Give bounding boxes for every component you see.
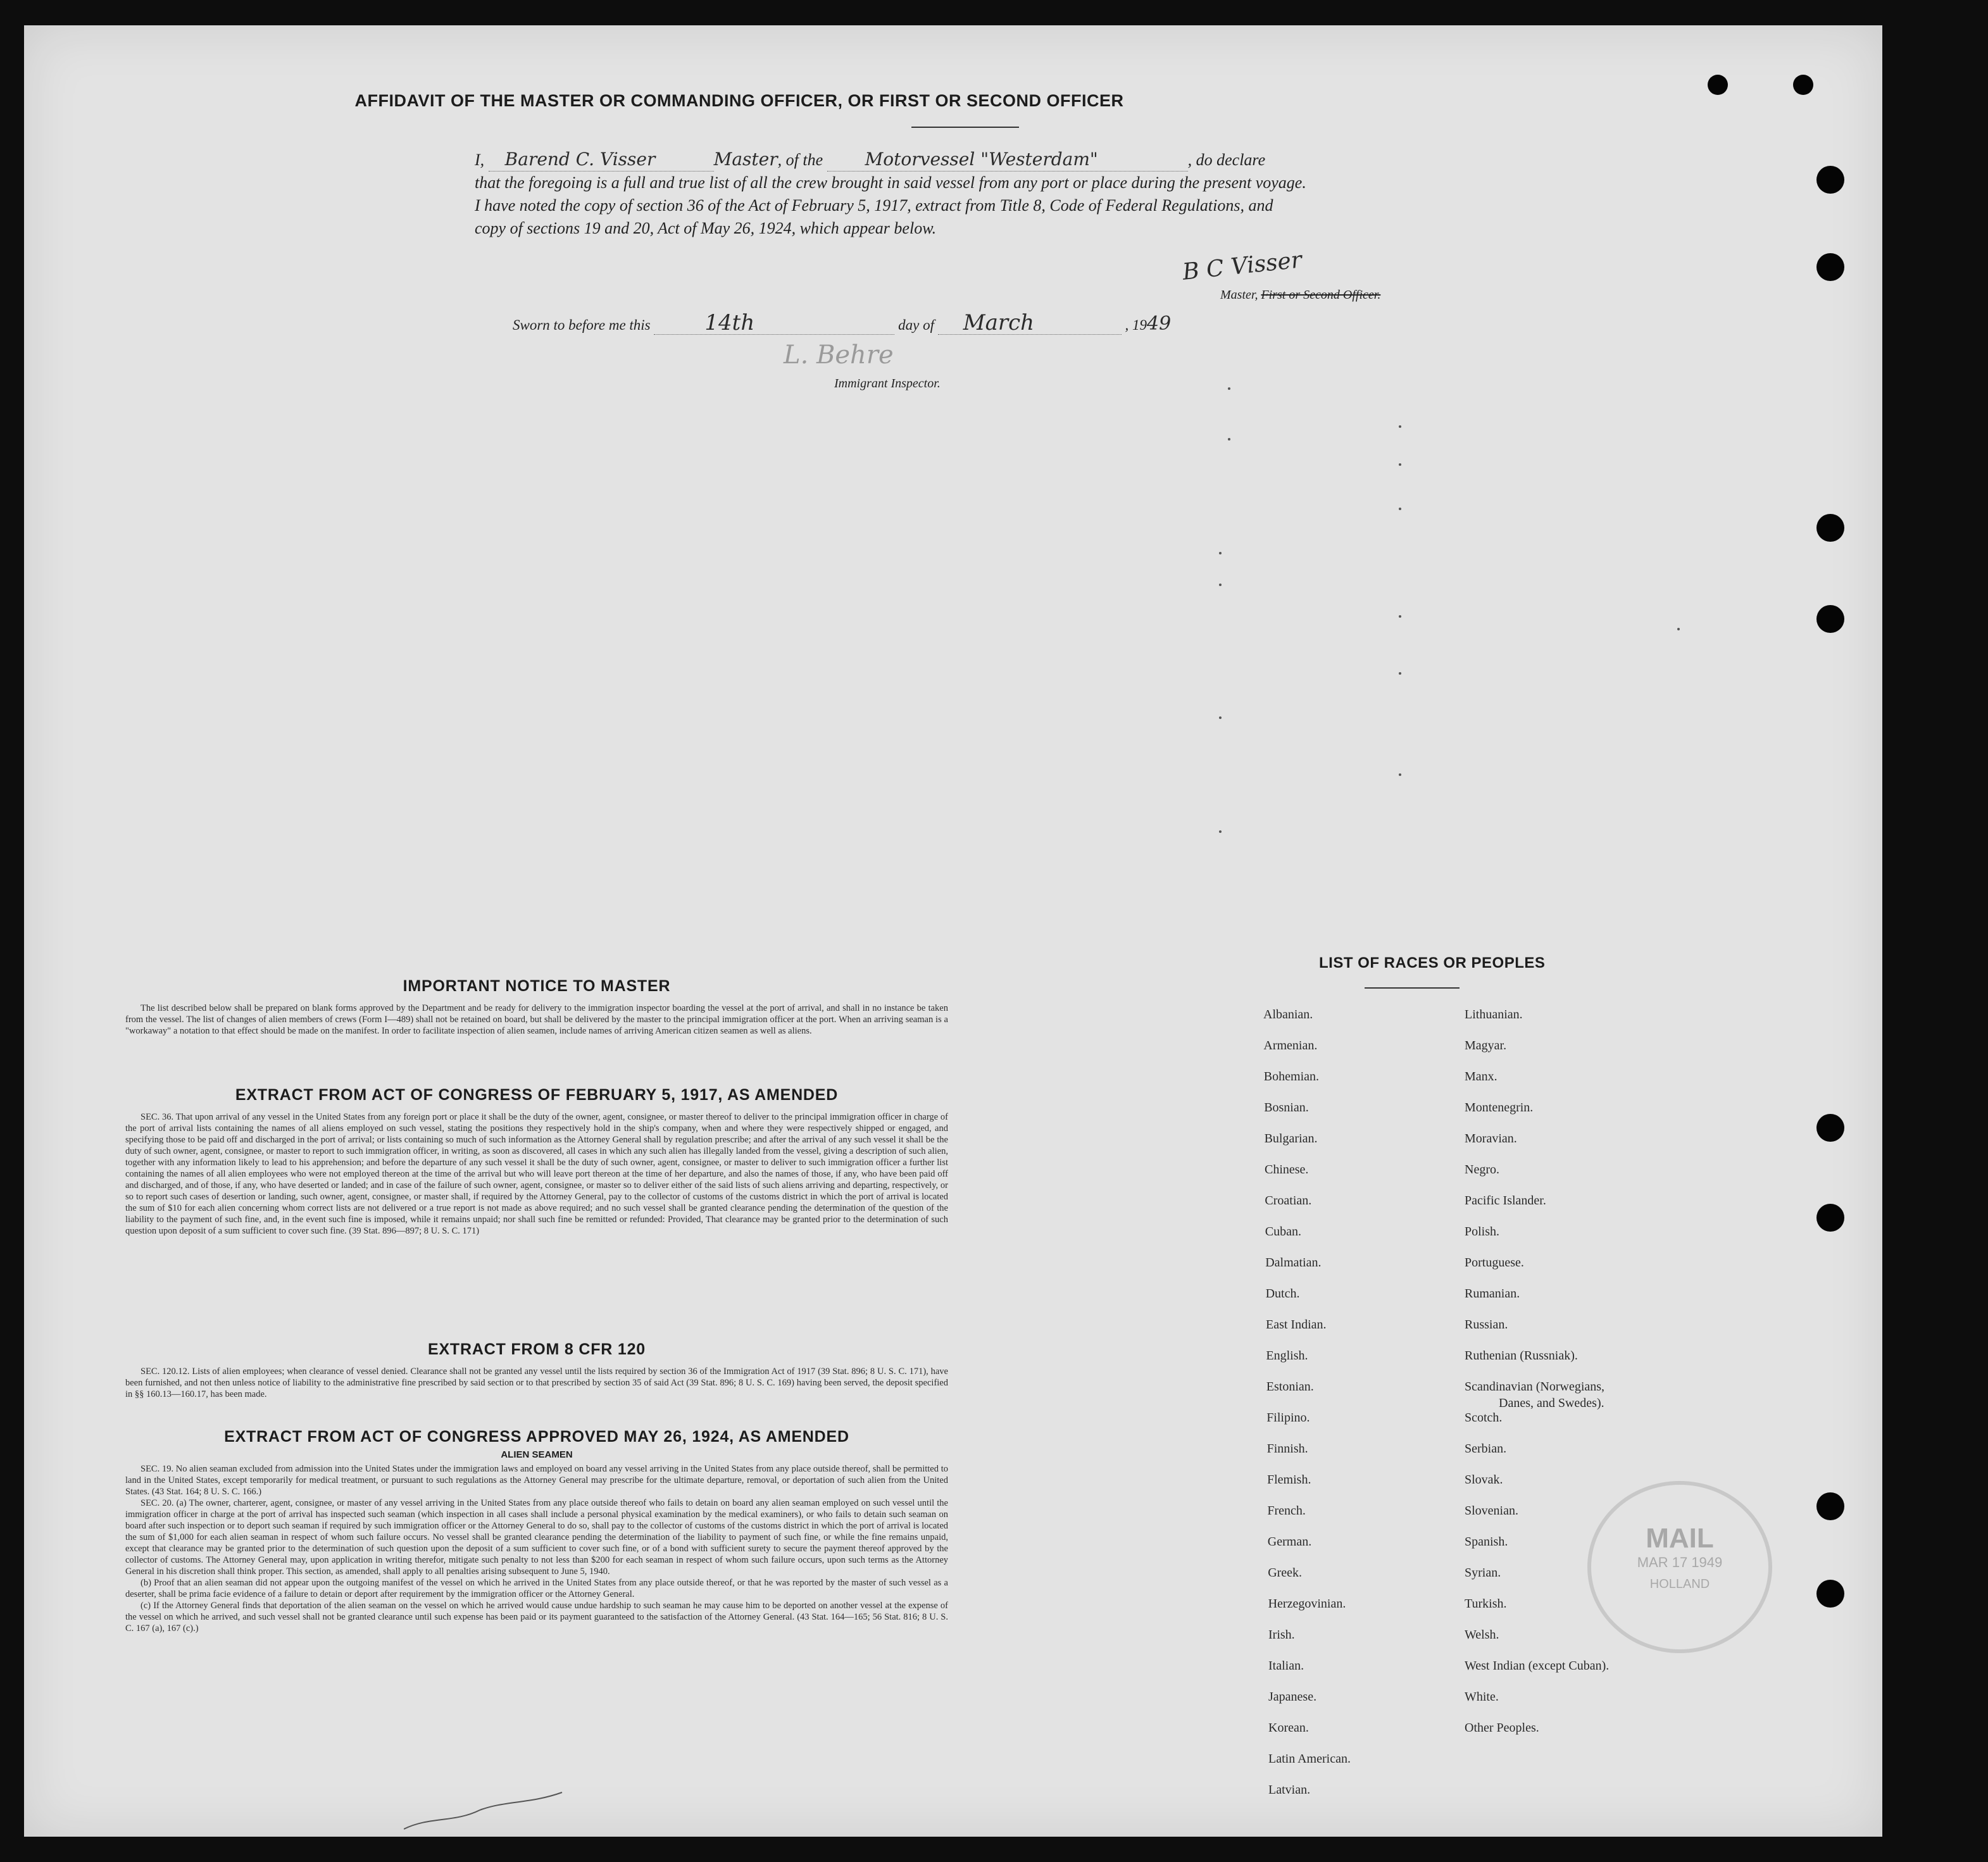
title-underline (911, 127, 1019, 128)
punch-hole-icon (1708, 75, 1728, 95)
extract-1924-title: EXTRACT FROM ACT OF CONGRESS APPROVED MAY 26, 1924, AS AMENDED (224, 1428, 849, 1446)
stray-mark (1399, 615, 1401, 618)
race-item: Rumanian. (1465, 1287, 1520, 1301)
vessel-name: Motorvessel "Westerdam" (827, 148, 1188, 172)
race-item: Magyar. (1465, 1039, 1507, 1053)
punch-hole-icon (1816, 1492, 1844, 1520)
race-item: Other Peoples. (1465, 1721, 1539, 1735)
declaration-line-4: copy of sections 19 and 20, Act of May 26, 1924, which appear below. (475, 219, 937, 237)
race-item: Herzegovinian. (1268, 1597, 1346, 1611)
race-item: West Indian (except Cuban). (1465, 1659, 1610, 1673)
race-item: Japanese. (1268, 1690, 1317, 1704)
sworn-line (513, 311, 1399, 337)
race-item: Portuguese. (1465, 1256, 1524, 1270)
year-prefix: , 19 (1125, 317, 1147, 333)
stray-mark (1219, 830, 1222, 833)
master-signature: B C Visser (1181, 247, 1303, 285)
tear-mark (404, 1791, 568, 1835)
race-item: Scotch. (1465, 1411, 1503, 1425)
inspector-signature: L. Behre (784, 341, 894, 370)
do-declare-text: , do declare (1187, 151, 1266, 169)
race-item: Latin American. (1268, 1752, 1351, 1766)
extract-cfr-title: EXTRACT FROM 8 CFR 120 (427, 1340, 646, 1358)
race-item: Bulgarian. (1264, 1132, 1318, 1146)
mail-stamp (1587, 1481, 1772, 1653)
stray-mark (1399, 425, 1401, 428)
race-item: Dalmatian. (1265, 1256, 1322, 1270)
declaration-prefix: I, (475, 151, 485, 169)
sec-20c-paragraph: (c) If the Attorney General finds that deportation of the alien seaman on the vessel on which he arrived would cause undue hardship to such seaman he may cause him to be deported on another vessel at the expense of the vessel on which he arrived, and such vessel shall not be granted clearance until such expense has been paid or its payment guaranteed to the satisfaction of the Attorney General. (43 Stat. 164—165; 56 Stat. 816; 8 U. S. C. 167 (a), 167 (c).) (125, 1601, 948, 1634)
stray-mark (1399, 508, 1401, 510)
declaration-line-3: I have noted the copy of section 36 of the Act of February 5, 1917, extract from Title 8, Code of Federal Regulations, and (475, 196, 1273, 215)
sworn-month: March (938, 311, 1122, 335)
punch-hole-icon (1816, 166, 1844, 194)
race-item: Spanish. (1465, 1535, 1508, 1549)
stray-mark (1228, 438, 1230, 441)
race-item: Bosnian. (1264, 1101, 1309, 1115)
punch-hole-icon (1816, 605, 1844, 633)
punch-hole-icon (1793, 75, 1813, 95)
race-item: French. (1267, 1504, 1306, 1518)
sec-19-paragraph: SEC. 19. No alien seaman excluded from admission into the United States under the immigration laws and employed on board any vessel arriving in the United States from any place outside thereof, shall be permitted to land in the United States, except temporarily for medical treatment, or pursuant to such regulations as the Attorney General may prescribe for the ultimate departure, removal, or deportation of such alien from the United States. (43 Stat. 164; 8 U. S. C. 166.) (125, 1464, 948, 1497)
punch-hole-icon (1816, 1204, 1844, 1232)
race-item: Cuban. (1265, 1225, 1302, 1239)
race-item: Moravian. (1465, 1132, 1517, 1146)
race-item: Syrian. (1465, 1566, 1501, 1580)
stray-mark (1219, 552, 1222, 554)
inspector-label: Immigrant Inspector. (834, 377, 941, 391)
race-item: Turkish. (1465, 1597, 1507, 1611)
stamp-line-2: MAR 17 1949 (1637, 1554, 1723, 1570)
of-the-text: , of the (777, 151, 823, 169)
extract-1917-text (125, 1111, 948, 1237)
race-item: East Indian. (1266, 1318, 1327, 1332)
punch-hole-icon (1816, 1580, 1844, 1608)
race-item: Serbian. (1465, 1442, 1507, 1456)
stamp-line-1: MAIL (1646, 1523, 1714, 1554)
race-item: Croatian. (1265, 1194, 1312, 1208)
race-item: Filipino. (1266, 1411, 1310, 1425)
race-item: Dutch. (1265, 1287, 1300, 1301)
extract-1917-paragraph: SEC. 36. That upon arrival of any vessel in the United States from any foreign port or place it shall be the duty of the owner, agent, consignee, or master thereof to deliver to the principal immigration officer in charge of the port of arrival lists containing the names of all aliens employed on such vessel, stating the positions they respectively hold in the ship's company, when and where they were respectively shipped or engaged, and specifying those to be paid off and discharged in the port of arrival; or lists containing so much of such information as the Attorney General shall by regulation prescribe; and after the arrival of any such vessel it shall be the duty of such owner, agent, consignee, or master to report to such immigration officer, in writing, as soon as discovered, all cases in which any such alien has illegally landed from the vessel, giving a description of such alien, together with any information likely to lead to his apprehension; and before the departure of any such vessel it shall be the duty of such owner, agent, consignee, or master to deliver to such immigration officer a further list containing the names of all alien employees who were not employed thereon at the time of the arrival but who will leave port thereon at the time of her departure, and also the names of those, if any, who have been paid off and discharged, and of those, if any, who have deserted or landed; and in case of the failure of such owner, agent, consignee, or master so to deliver either of the said lists of such aliens arriving and departing, respectively, or so to report such cases of desertion or landing, such owner, agent, consignee, or master shall, if required by the Attorney General, pay to the collector of customs of the customs district in which the port of arrival is located the sum of $10 for each alien concerning whom correct lists are not delivered or a true report is not made as above required; and no such vessel shall be granted clearance pending the determination of the question of the liability to the payment of such fine, and, in the event such fine is imposed, while it remains unpaid; nor shall such fine be remitted or refunded: Provided, That clearance may be granted prior to the determination of such question upon deposit of a sum sufficient to cover such fine. (39 Stat. 896—897; 8 U. S. C. 171) (125, 1112, 948, 1236)
notice-text (125, 1003, 948, 1037)
page-title: AFFIDAVIT OF THE MASTER OR COMMANDING OFFICER, OR FIRST OR SECOND OFFICER (354, 91, 1124, 110)
race-item: English. (1266, 1349, 1308, 1363)
stray-mark (1677, 628, 1680, 630)
stray-mark (1399, 463, 1401, 466)
race-item: Armenian. (1263, 1039, 1318, 1053)
declaration-line-2: that the foregoing is a full and true list of all the crew brought in said vessel from any port or place during the present voyage. (475, 173, 1306, 192)
race-item: Italian. (1268, 1659, 1304, 1673)
race-item: Negro. (1465, 1163, 1499, 1177)
race-item: Polish. (1465, 1225, 1500, 1239)
races-title-underline (1365, 987, 1460, 989)
race-item: White. (1465, 1690, 1499, 1704)
race-item: Welsh. (1465, 1628, 1499, 1642)
race-item: Irish. (1268, 1628, 1295, 1642)
extract-1917-title: EXTRACT FROM ACT OF CONGRESS OF FEBRUARY 5, 1917, AS AMENDED (235, 1086, 839, 1104)
punch-hole-icon (1816, 253, 1844, 281)
notice-title: IMPORTANT NOTICE TO MASTER (403, 977, 671, 995)
stray-mark (1219, 584, 1222, 586)
day-of-text: day of (898, 317, 934, 333)
stray-mark (1228, 387, 1230, 390)
race-item: Slovak. (1465, 1473, 1503, 1487)
race-item: Chinese. (1265, 1163, 1309, 1177)
race-item: Russian. (1465, 1318, 1508, 1332)
race-item: Flemish. (1267, 1473, 1311, 1487)
struck-officer-label: First or Second Officer. (1261, 288, 1381, 302)
races-title: LIST OF RACES OR PEOPLES (1319, 954, 1546, 972)
race-item: Danes, and Swedes). (1499, 1396, 1604, 1410)
extract-1924-text (125, 1463, 948, 1634)
sworn-prefix: Sworn to before me this (513, 317, 651, 333)
declaration-line-1 (475, 148, 1487, 172)
stamp-line-3: HOLLAND (1649, 1577, 1710, 1591)
punch-hole-icon (1816, 1114, 1844, 1142)
stray-mark (1399, 773, 1401, 776)
master-role: Master (713, 149, 778, 170)
extract-cfr-paragraph: SEC. 120.12. Lists of alien employees; when clearance of vessel denied. Clearance shall not be granted any vessel until the lists required by section 36 of the Immigration Act of 1917 (39 Stat. 896; 8 U. S. C. 171), have been furnished, and not then unless notice of liability to the administrative fine prescribed by said section or to that prescribed by section 35 of said Act (39 Stat. 896; 8 U. S. C. 169) having been served, the deposit specified in §§ 160.13—160.17, has been made. (125, 1366, 948, 1399)
declaration-block (475, 148, 1487, 240)
race-item: Lithuanian. (1465, 1008, 1523, 1022)
race-item: Albanian. (1263, 1008, 1313, 1022)
sworn-year: 49 (1147, 313, 1172, 335)
notice-paragraph: The list described below shall be prepared on blank forms approved by the Department and be ready for delivery to the immigration inspector boarding the vessel at the port of arrival, and shall in no instance be taken from the vessel. The list of changes of alien members of crews (Form I—489) shall not be retained on board, but shall be delivered by the master to the principal immigration officer at the port. When an arriving seaman is a "workaway" a notation to that effect should be made on the manifest. In order to facilitate inspection of alien seamen, include names of arriving American citizen seamen as well as aliens. (125, 1003, 948, 1036)
race-item: German. (1267, 1535, 1312, 1549)
race-item: Montenegrin. (1465, 1101, 1534, 1115)
extract-cfr-text (125, 1366, 948, 1400)
race-item: Korean. (1268, 1721, 1309, 1735)
punch-hole-icon (1816, 514, 1844, 542)
race-item: Pacific Islander. (1465, 1194, 1546, 1208)
race-item: Bohemian. (1263, 1070, 1320, 1084)
race-item: Scandinavian (Norwegians, (1465, 1380, 1605, 1394)
sec-20a-paragraph: SEC. 20. (a) The owner, charterer, agent, consignee, or master of any vessel arriving in the United States from any place outside thereof who fails to detain on board any alien seaman employed on such vessel until the immigration officer in charge at the port of arrival has inspected such seaman (which inspection in all cases shall include a personal physical examination by the medical examiners), or who fails to detain such seaman on board after such inspection or to deport such seaman if required by such immigration officer or the Attorney General to do so, shall pay to the collector of customs of the customs district in which the port of arrival is located the sum of $1,000 for each alien seaman in respect of whom such failure occurs. No vessel shall be granted clearance pending the determination of the liability to payment of such fine, or while the fine remains unpaid, except that clearance may be granted prior to the determination of such question upon the deposit of a sum sufficient to cover such fine, or of a bond with sufficient surety to secure the payment thereof approved by the collector of customs. The Attorney General may, upon application in writing therefor, mitigate such penalty to not less than $200 for each seaman in respect of whom such failure occurs, upon such terms as the Attorney General in his discretion shall think proper. This section, as amended, shall apply to all penalties arising subsequent to June 5, 1940. (125, 1498, 948, 1577)
extract-1924-subtitle: ALIEN SEAMEN (501, 1449, 573, 1460)
sworn-day: 14th (654, 311, 894, 335)
race-item: Estonian. (1266, 1380, 1314, 1394)
race-item: Ruthenian (Russniak). (1465, 1349, 1578, 1363)
master-label: Master, (1220, 288, 1258, 302)
race-item: Latvian. (1268, 1783, 1311, 1797)
document-page (24, 25, 1882, 1837)
sec-20b-paragraph: (b) Proof that an alien seaman did not appear upon the outgoing manifest of the vessel on which he arrived in the United States from any place outside thereof, or that he was reported by the master of such vessel as a deserter, shall be prima facie evidence of a failure to detain or deport after requirement by the immigration officer or the Attorney General. (125, 1578, 948, 1599)
race-item: Manx. (1465, 1070, 1497, 1084)
race-item: Slovenian. (1465, 1504, 1518, 1518)
master-name: Barend C. Visser (489, 148, 714, 172)
stray-mark (1399, 672, 1401, 675)
race-item: Finnish. (1266, 1442, 1308, 1456)
stray-mark (1219, 716, 1222, 719)
race-item: Greek. (1268, 1566, 1303, 1580)
signature-labels (1220, 284, 1380, 306)
